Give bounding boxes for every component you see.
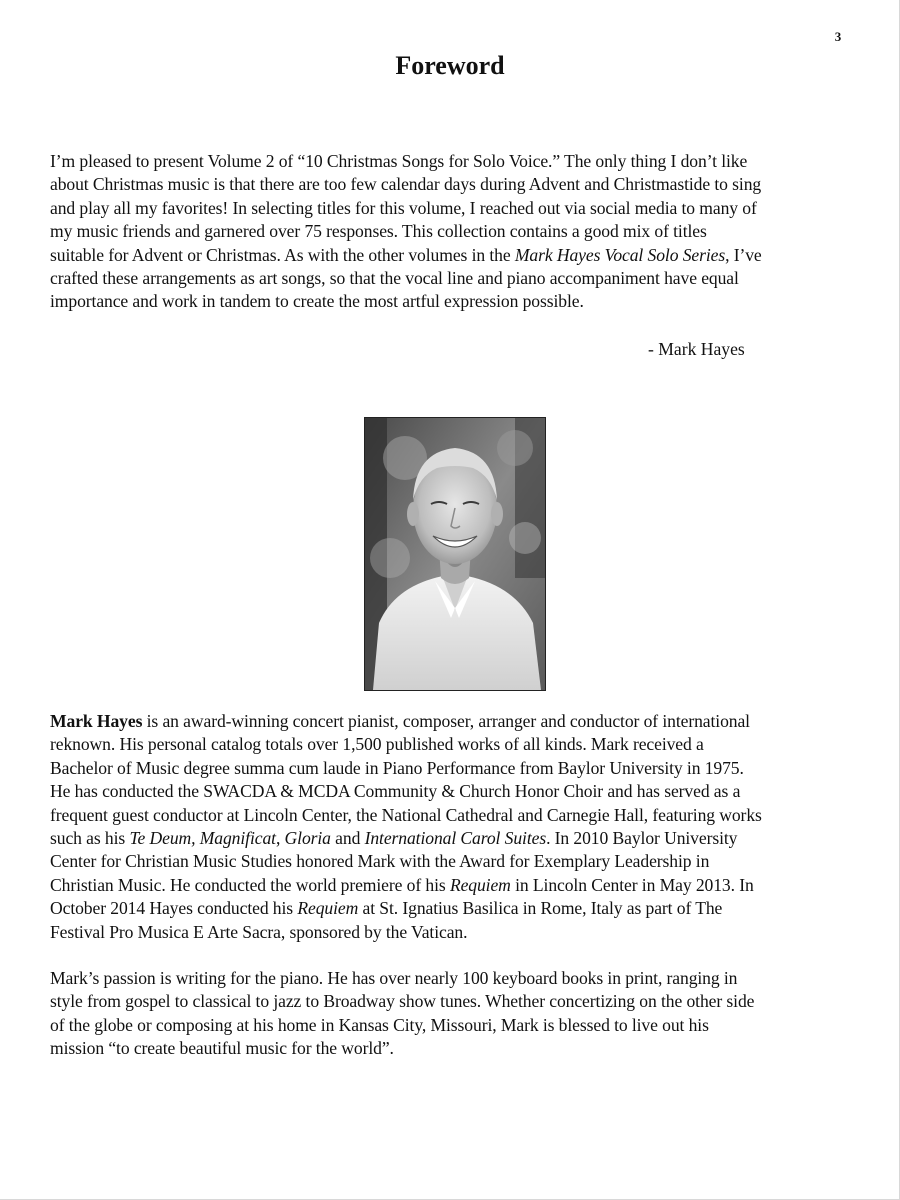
- text-run: I’m pleased to present Volume 2 of “10 Christmas Songs for Solo Voice.” The only thing I don’t like: [50, 151, 748, 171]
- text-line: [50, 150, 855, 173]
- text-line: [50, 1014, 855, 1037]
- text-run: style from gospel to classical to jazz to Broadway show tunes. Whether concertizing on the other side: [50, 991, 755, 1012]
- text-run: importance and work in tandem to create the most artful expression possible.: [50, 291, 584, 312]
- text-run: Festival Pro Musica E Arte Sacra, sponsored by the Vatican.: [50, 921, 468, 942]
- italic-title: Requiem: [449, 874, 511, 895]
- text-line: [50, 197, 855, 220]
- text-run: Bachelor of Music degree summa cum laude in Piano Performance from Baylor University in 1975.: [50, 757, 744, 778]
- text-line: [50, 827, 855, 850]
- page-title: Foreword: [395, 51, 505, 80]
- text-line: [50, 990, 855, 1013]
- text-run: He has conducted the SWACDA & MCDA Community & Church Honor Choir and has served as a: [50, 781, 741, 802]
- foreword-paragraph: [50, 150, 855, 314]
- text-run: suitable for Advent or Christmas. As with the other volumes in the: [50, 244, 515, 265]
- text-line: [50, 850, 855, 873]
- text-line: [50, 804, 855, 827]
- text-run: of the globe or composing at his home in Kansas City, Missouri, Mark is blessed to live out his: [50, 1014, 709, 1035]
- text-line: [50, 874, 855, 897]
- author-photo: [364, 417, 546, 691]
- text-line: [50, 967, 855, 990]
- text-line: [50, 1037, 855, 1060]
- text-line: [50, 290, 855, 313]
- text-run: at St. Ignatius Basilica in Rome, Italy as part of The: [358, 898, 723, 919]
- text-line: [50, 733, 855, 756]
- text-run: Mark’s passion is writing for the piano. He has over nearly 100 keyboard books in print, ranging in: [50, 968, 738, 988]
- text-line: [50, 244, 855, 267]
- text-run: in Lincoln Center in May 2013. In: [510, 874, 754, 895]
- foreword-signature: - Mark Hayes: [648, 339, 745, 359]
- text-run: is an award-winning concert pianist, composer, arranger and conductor of international: [142, 711, 750, 731]
- text-run: frequent guest conductor at Lincoln Center, the National Cathedral and Carnegie Hall, featuring works: [50, 804, 762, 825]
- text-line: [50, 897, 855, 920]
- text-run: and play all my favorites! In selecting titles for this volume, I reached out via social media to many of: [50, 197, 757, 218]
- text-line: [50, 921, 855, 944]
- text-run: and: [330, 828, 365, 849]
- text-line: [50, 710, 855, 733]
- text-run: mission “to create beautiful music for the world”.: [50, 1038, 394, 1059]
- bio-paragraph-1: [50, 710, 855, 944]
- italic-title: Mark Hayes Vocal Solo Series: [514, 244, 726, 265]
- text-run: Christian Music. He conducted the world premiere of his: [50, 874, 450, 895]
- italic-title: Te Deum, Magnificat: [129, 828, 276, 849]
- text-run: Center for Christian Music Studies honored Mark with the Award for Exemplary Leadership in: [50, 851, 710, 872]
- text-line: [50, 757, 855, 780]
- bio-paragraph-2: [50, 967, 855, 1061]
- text-run: my music friends and garnered over 75 responses. This collection contains a good mix of titles: [50, 221, 707, 242]
- italic-title: Gloria: [284, 828, 331, 849]
- text-line: [50, 220, 855, 243]
- page-number: 3: [834, 29, 842, 44]
- text-line: [50, 173, 855, 196]
- text-line: [50, 267, 855, 290]
- text-run: about Christmas music is that there are too few calendar days during Advent and Christmastide to sing: [50, 174, 762, 195]
- text-run: . In 2010 Baylor University: [546, 828, 738, 849]
- italic-title: International Carol Suites: [364, 828, 547, 849]
- text-run: ,: [275, 828, 285, 849]
- text-line: [50, 780, 855, 803]
- bold-name: Mark Hayes: [50, 711, 143, 731]
- text-run: such as his: [50, 828, 130, 849]
- text-run: October 2014 Hayes conducted his: [50, 898, 298, 919]
- text-run: crafted these arrangements as art songs, so that the vocal line and piano accompaniment have equal: [50, 268, 739, 289]
- italic-title: Requiem: [297, 898, 359, 919]
- text-run: , I’ve: [725, 244, 762, 265]
- text-run: reknown. His personal catalog totals over 1,500 published works of all kinds. Mark received a: [50, 734, 704, 755]
